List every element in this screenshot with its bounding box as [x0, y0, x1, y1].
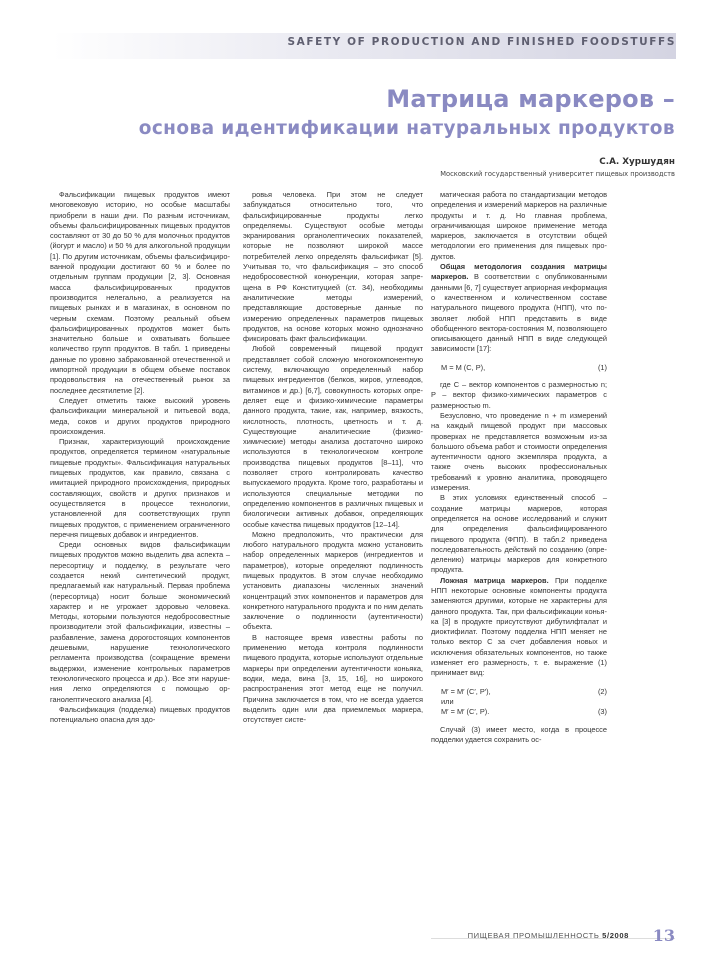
page-number: 13: [652, 926, 675, 945]
paragraph: Можно предположить, что практически для любого натурального продукта можно установить набор определенных маркеров (ингредиентов и параметров), которые определяют подлинность пищевых продуктов. В этом случае необходимо установить диапазоны численных значений концентраций этих компонентов и параметров для конкретного натурального продукта и по ним делать заключение о подлинности (аутентичности) объекта.: [243, 529, 423, 632]
subheading: Ложная матрица маркеров.: [440, 575, 549, 585]
formula-or: или: [441, 696, 454, 706]
paragraph: Любой современный пищевой продукт представляет собой сложную многокомпонентную систему, включающую определенный набор пищевых ингредиентов (белков, жиров, углеводов, витаминов и др.) [6,7], совокупность которых определяет еще и физико-химические параметры данного продукта, такие, как, например, вязкость, кислотность, плотность, цветность и т. д. Существующие аналитические (физико-химические) методы анализа достаточно широко используются в технологическом контроле производства пищевых продуктов [8–11], что позволяет строго контролировать качество выпускаемого продукта. Кроме того, разработаны и используются специальные методики по определению компонентов в различных пищевых и биологически активных добавок, определяющих особые качества пищевых продуктов [12–14].: [243, 344, 423, 529]
text-column-1: [50, 190, 230, 725]
paragraph: Фальсификации пищевых продуктов имеют многовековую историю, но особые масштабы приобрели в наши дни. По разным источникам, объемы фальсифицированных пищевых продуктов составляют от 30 до 50 % для молочных продуктов (йогурт и масло) и 50 % для алкогольной продукции [1]. По другим источникам, объемы фальсифицированной продукции достигают 60 % и более по отдельным группам продукции [2, 3]. Основная масса фальсифицированных продуктов производится нелегально, а реализуется на пищевых рынках и в магазинах, в основном по черным схемам. Поэтому реальный объем фальсифицированных продуктов может быть значительно больше и охватывать большее количество групп продуктов. В табл. 1 приведены данные по уровню забракованной отечественной и импортной продукции в общем объеме поставок продовольствия на отечественный рынок за последнее десятилетие [2].: [50, 190, 230, 395]
paragraph: Безусловно, что проведение n + m измерений на каждый пищевой продукт при массовых проверках не представляется возможным из-за большого объема работ и стоимости определения аутентичности одного экземпляра продукта, а также очень высоких профессиональных требований к уровню аналитика, проводящего измерения.: [431, 410, 607, 493]
paragraph: ровья человека. При этом не следует заблуждаться относительно того, что фальсифицированные продукты легко определяемы. Существуют особые методы экранирования органолептических показателей, которые не позволяют широкой массе потребителей легко определять фальсификат [5]. Учитывая то, что фальсификация – это способ недобросовестной конкуренции, которая запрещена в РФ Конституцией (ст. 34), необходимы аналитические методы измерений, представляющие достоверные данные по измерению определенных параметров пищевых продуктов, на основе которых можно однозначно фиксировать факт фальсификации.: [243, 190, 423, 344]
paragraph: Случай (3) имеет место, когда в процессе подделки удается сохранить ос-: [431, 724, 607, 744]
author-affiliation: Московский государственный университет пищевых производств: [440, 170, 675, 178]
formula-number: (1): [597, 362, 607, 372]
section-header: SAFETY OF PRODUCTION AND FINISHED FOODSTUFFS: [287, 36, 676, 48]
paragraph: Следует отметить также высокий уровень фальсификации минеральной и питьевой вода, меда, соков и других продуктов природного происхождения.: [50, 395, 230, 436]
journal-title: ПИЩЕВАЯ ПРОМЫШЛЕННОСТЬ: [467, 931, 600, 940]
author-name: С.А. Хуршудян: [599, 157, 675, 167]
paragraph-text: В соответствии с опубликованными данными [6, 7] существует априорная информация о качественном и количественном составе натурального пищевого продукта (НПП), что позволяет любой НПП представить в виде обобщенного вектора-состояния M, позволяющего описывающего данный НПП в виде следующей зависимости [17]:: [431, 272, 607, 354]
paragraph: матическая работа по стандартизации методов определения и измерений маркеров на различные продукты и т. д. Но главная проблема, ограничивающая широкое применение метода маркеров, заключается в отсутствии общей методологии его применения для пищевых продуктов.: [431, 190, 607, 261]
subheading: Общая методология создания матрицы маркеров.: [431, 262, 607, 282]
formula-2: [431, 687, 607, 697]
formula-expression: M = M (C, P),: [441, 362, 486, 372]
formula-expression: M′ = M′ (C′, P).: [441, 707, 490, 717]
article-title-line2: основа идентификации натуральных продуктов: [138, 118, 675, 139]
article-title-line1: Матрица маркеров –: [386, 85, 675, 113]
journal-issue: 5/2008: [602, 931, 629, 940]
paragraph: Фальсификация (подделка) пищевых продуктов потенциально опасна для здо-: [50, 704, 230, 725]
text-column-3: [431, 190, 607, 745]
paragraph: В настоящее время известны работы по применению метода контроля подлинности пищевого продукта, которые используют отдельные маркеры при определении аутентичности коньяка, водки, меда, вина [3, 15, 16], но широкого распространения этот метод еще не получил. Причина заключается в том, что не всегда удается выделить один или два приемлемых маркера, отсутствует систе-: [243, 632, 423, 725]
paragraph: [431, 576, 607, 679]
paragraph: Признак, характеризующий происхождение продуктов, определяется термином «натуральные пищевые продукты». Фальсификация натуральных пищевых продуктов, как правило, связана с имитацией природного происхождения, природных составляющих, свойств и других признаков и осуществляется в процессе технологии, установленной для соответствующих групп пищевых продуктов, с применением ограниченного перечня пищевых добавок и ингредиентов.: [50, 437, 230, 539]
paragraph-text: При подделке НПП некоторые основные компоненты продукта заменяются другими, которые не характерны для данного продукта. Так, при фальсификации коньяка [3] в продукте присутствуют дибутилфталат и диоктифилат. Поэтому подделка НПП меняет не только вектор C за счет добавления новых и исключения обязательных компонентов, но также изменяет его размерность, т. е. выражение (1) принимает вид:: [431, 575, 607, 678]
journal-name: [468, 931, 629, 940]
formula-number: (2): [597, 686, 607, 696]
paragraph: В этих условиях единственный способ – создание матрицы маркеров, которая определяется на основе исследований и служит для определения фальсифицированного пищевого продукта (ФПП). В табл.2 приведена последовательность действий по созданию (определению) матрицы маркеров для конкретного продукта.: [431, 493, 607, 575]
paragraph: [431, 262, 607, 355]
formula-number: (3): [597, 707, 607, 717]
paragraph: где C – вектор компонентов с размерностью n; P – вектор физико-химических параметров с размерностью m.: [431, 380, 607, 410]
formula-expression: M′ = M′ (C′, P′),: [441, 686, 491, 696]
text-column-2: [243, 190, 423, 725]
formula-1: [431, 363, 607, 373]
formula-3: [431, 707, 607, 717]
paragraph: Среди основных видов фальсификации пищевых продуктов можно выделить два аспекта – пересортицу и подделку, в результате чего создается некий синтетический продукт, предлагаемый как натуральный. Первая проблема (пересортица) носит больше экономический характер и не угрожает здоровью человека. Методы, которыми пользуются недобросовестные производители этой фальсификации, известны – разбавление, замена дорогостоящих компонентов дешевыми, нарушение технологического регламента производства (сокращение времени выдержки, изменение контрольных параметров технологического процесса и др.). Все эти нарушения легко определяются с помощью органолептического анализа [4].: [50, 540, 230, 704]
